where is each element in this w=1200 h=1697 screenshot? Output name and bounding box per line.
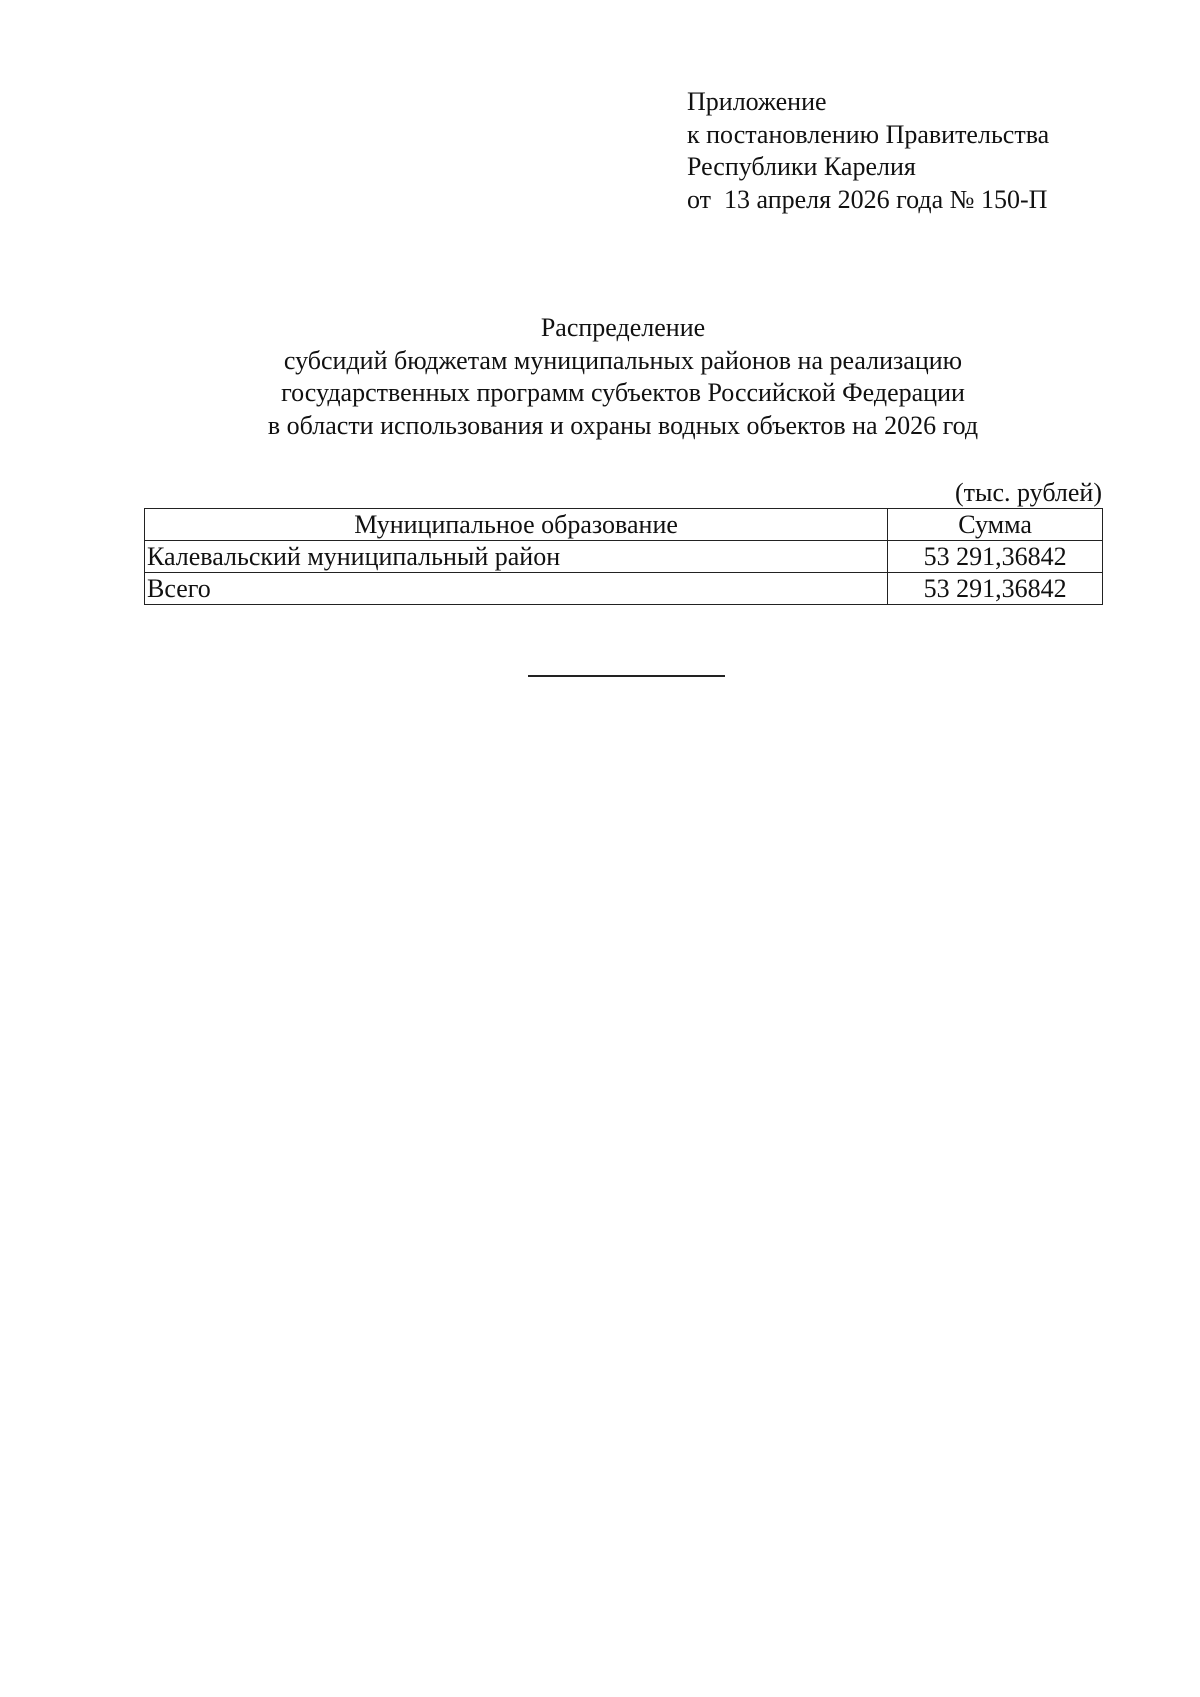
units-label: (тыс. рублей) (954, 478, 1102, 507)
table-header-row (145, 509, 1103, 541)
header-sum: Сумма (888, 509, 1103, 541)
document-title (0, 312, 1200, 442)
row-sum: 53 291,36842 (888, 541, 1103, 573)
table-total-row (145, 573, 1103, 605)
title-line: субсидий бюджетам муниципальных районов на реализацию (283, 345, 963, 375)
title-line: в области использования и охраны водных объектов на 2026 год (267, 410, 979, 440)
distribution-table (144, 508, 1103, 605)
appendix-line: к постановлению Правительства (687, 119, 1050, 149)
appendix-line: Республики Карелия (687, 152, 916, 181)
end-divider (528, 675, 725, 677)
appendix-line: от 13 апреля 2026 года № 150-П (687, 184, 1048, 214)
appendix-line: Приложение (687, 87, 827, 116)
title-line: Распределение (540, 313, 706, 342)
header-municipality: Муниципальное образование (145, 509, 888, 541)
total-label: Всего (145, 573, 888, 605)
row-municipality: Калевальский муниципальный район (145, 541, 888, 573)
total-sum: 53 291,36842 (888, 573, 1103, 605)
title-line: государственных программ субъектов Российской Федерации (281, 378, 965, 407)
appendix-block (687, 86, 1049, 216)
table-row (145, 541, 1103, 573)
